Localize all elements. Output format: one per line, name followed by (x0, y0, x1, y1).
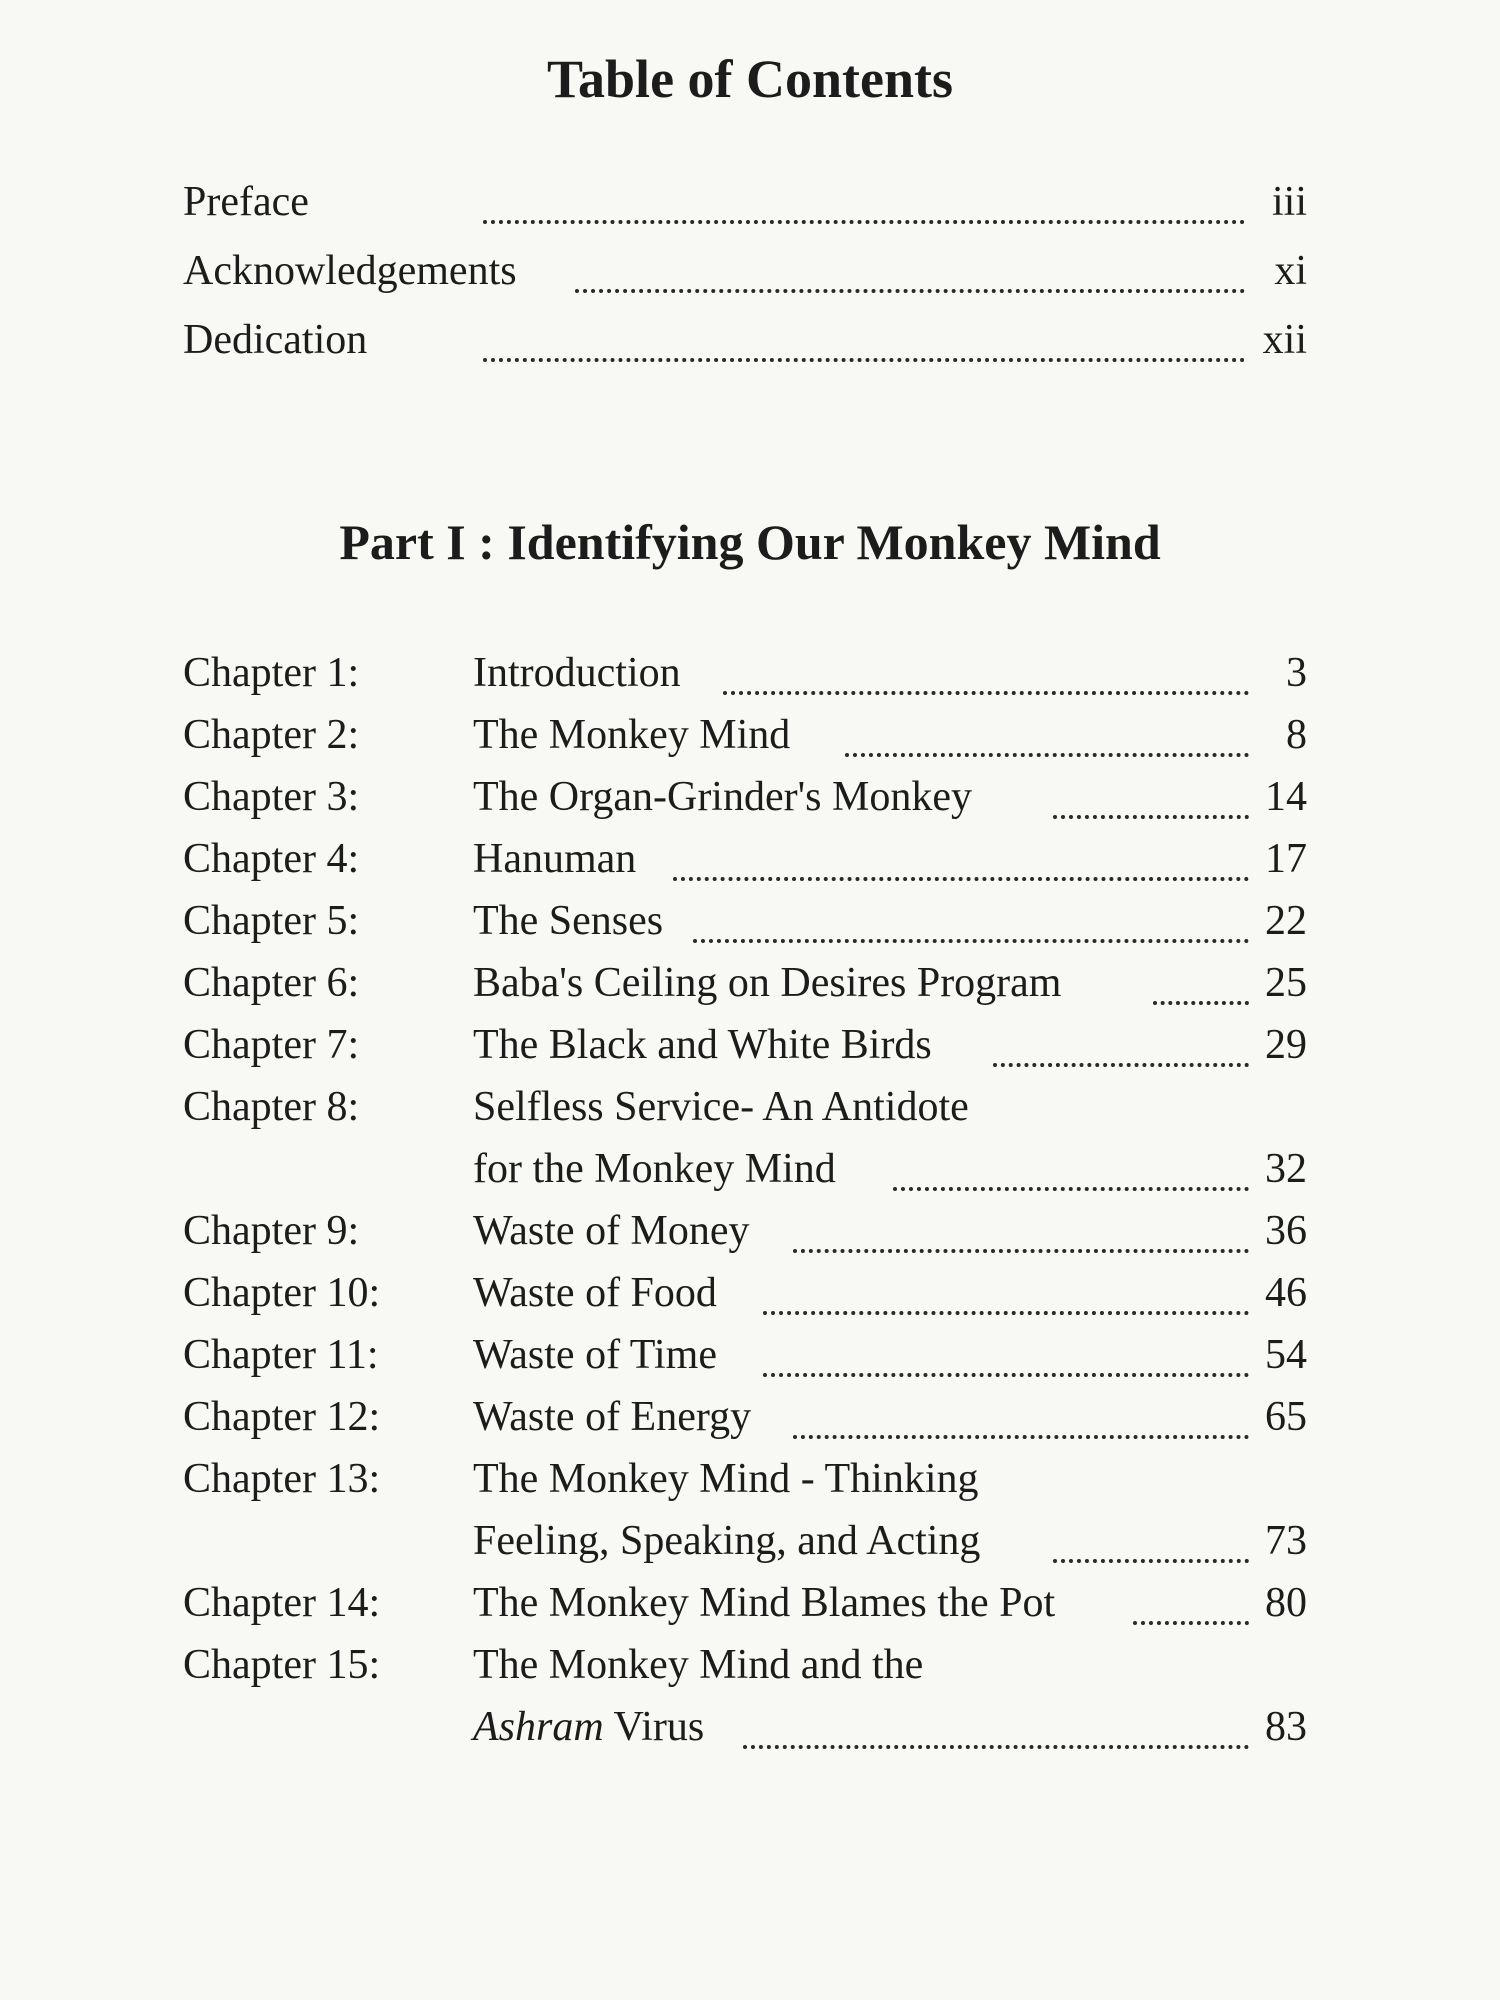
entry-title-continued: Feeling, Speaking, and Acting (473, 1511, 984, 1571)
chapter-label: Chapter 12: (183, 1394, 381, 1440)
leader-dots (743, 1685, 1249, 1749)
chapter-label: Chapter 8: (183, 1084, 360, 1130)
leader-dots (993, 1003, 1249, 1067)
entry-title: Hanuman (473, 829, 640, 889)
toc-entry-dedication[interactable] (183, 310, 1307, 370)
chapter-label: Chapter 10: (183, 1270, 381, 1316)
toc-entry-chapter-12[interactable] (473, 1387, 1307, 1447)
chapter-label: Chapter 2: (183, 712, 360, 758)
entry-title: Acknowledgements (183, 241, 521, 301)
page-number: 8 (1282, 705, 1307, 765)
page-number: 32 (1261, 1139, 1307, 1199)
entry-title: Waste of Money (473, 1201, 754, 1261)
toc-entry-acknowledgements[interactable] (183, 241, 1307, 301)
toc-entry-chapter-15-line-2[interactable] (473, 1697, 1307, 1757)
chapter-label: Chapter 4: (183, 836, 360, 882)
leader-dots (1133, 1561, 1249, 1625)
entry-title-suffix: Virus (613, 1704, 705, 1750)
leader-dots (693, 879, 1249, 943)
entry-title: Baba's Ceiling on Desires Program (473, 953, 1065, 1013)
entry-title: Waste of Energy (473, 1387, 755, 1447)
page-number: 17 (1261, 829, 1307, 889)
toc-entry-chapter-7[interactable] (473, 1015, 1307, 1075)
page-number: 25 (1261, 953, 1307, 1013)
page-number: 80 (1261, 1573, 1307, 1633)
leader-dots (1153, 941, 1249, 1005)
page-number: 46 (1261, 1263, 1307, 1323)
page-number: iii (1268, 172, 1307, 232)
entry-title-continued: for the Monkey Mind (473, 1139, 840, 1199)
entry-title: The Monkey Mind and the (473, 1635, 927, 1695)
leader-dots (673, 817, 1249, 881)
chapter-label: Chapter 13: (183, 1456, 381, 1502)
page-number: 14 (1261, 767, 1307, 827)
entry-title: The Monkey Mind (473, 705, 794, 765)
chapter-label: Chapter 15: (183, 1642, 381, 1688)
entry-title-continued (473, 1697, 708, 1757)
toc-entry-chapter-14[interactable] (473, 1573, 1307, 1633)
entry-title: The Black and White Birds (473, 1015, 936, 1075)
entry-title: Selfless Service- An Antidote (473, 1077, 973, 1137)
toc-entry-preface[interactable] (183, 172, 1307, 232)
italic-ashram: Ashram (473, 1704, 604, 1750)
chapter-label: Chapter 6: (183, 960, 360, 1006)
leader-dots (845, 693, 1249, 757)
chapter-label: Chapter 5: (183, 898, 360, 944)
entry-title: The Organ-Grinder's Monkey (473, 767, 976, 827)
entry-title: The Senses (473, 891, 667, 951)
leader-dots (723, 631, 1249, 695)
page-number: 65 (1261, 1387, 1307, 1447)
entry-title: Waste of Time (473, 1325, 721, 1385)
chapter-label: Chapter 7: (183, 1022, 360, 1068)
page-title: Table of Contents (546, 49, 954, 109)
page-number: 29 (1261, 1015, 1307, 1075)
leader-dots (575, 229, 1245, 293)
leader-dots (893, 1127, 1249, 1191)
leader-dots (483, 160, 1245, 224)
entry-title: Preface (183, 172, 313, 232)
chapter-label: Chapter 3: (183, 774, 360, 820)
entry-title: The Monkey Mind Blames the Pot (473, 1573, 1059, 1633)
page-number: 83 (1261, 1697, 1307, 1757)
entry-title: Waste of Food (473, 1263, 721, 1323)
page-number: xi (1270, 241, 1307, 301)
chapter-label: Chapter 1: (183, 650, 360, 696)
leader-dots (1053, 755, 1249, 819)
leader-dots (793, 1189, 1249, 1253)
chapter-label: Chapter 14: (183, 1580, 381, 1626)
entry-title: Introduction (473, 643, 685, 703)
page-number: 54 (1261, 1325, 1307, 1385)
leader-dots (793, 1375, 1249, 1439)
page-number: xii (1259, 310, 1307, 370)
page-number: 36 (1261, 1201, 1307, 1261)
part-title: Part I : Identifying Our Monkey Mind (339, 514, 1161, 570)
leader-dots (763, 1251, 1249, 1315)
page-number: 73 (1261, 1511, 1307, 1571)
page-number: 3 (1282, 643, 1307, 703)
leader-dots (763, 1313, 1249, 1377)
chapter-label: Chapter 11: (183, 1332, 379, 1378)
chapter-label: Chapter 9: (183, 1208, 360, 1254)
entry-title: Dedication (183, 310, 371, 370)
leader-dots (483, 298, 1245, 362)
leader-dots (1053, 1499, 1249, 1563)
entry-title: The Monkey Mind - Thinking (473, 1449, 983, 1509)
page-number: 22 (1261, 891, 1307, 951)
